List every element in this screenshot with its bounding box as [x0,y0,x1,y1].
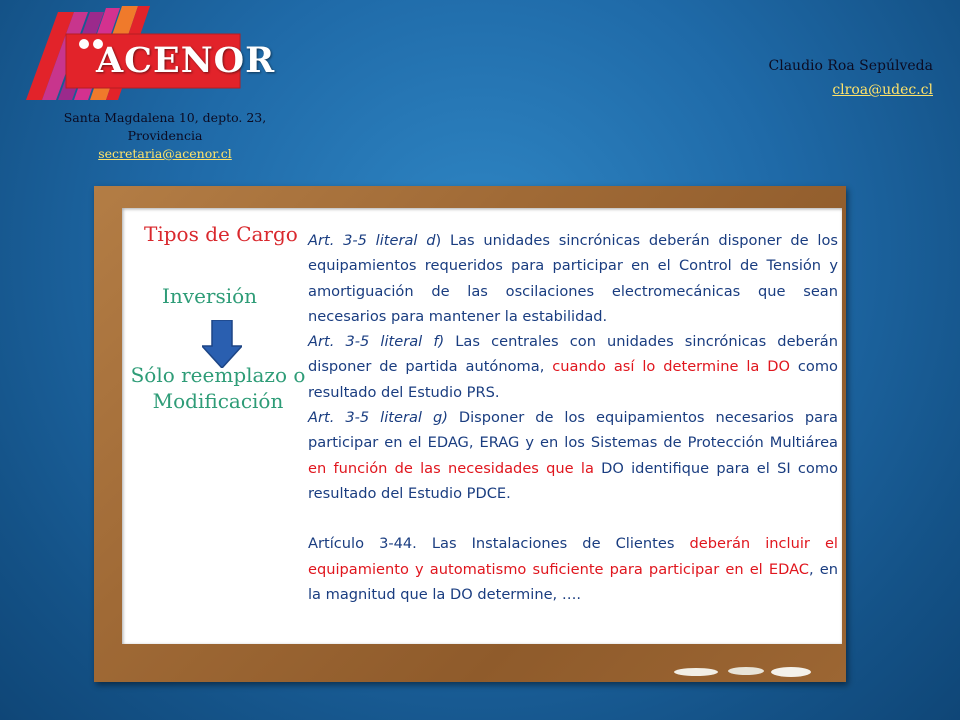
highlight-text: deberán incluir el equipamiento y automatismo suficiente para participar en el EDAC [308,535,838,578]
section-subtitle: Inversión [162,284,258,308]
acenor-logo [18,4,276,104]
section-title: Tipos de Cargo [144,222,298,246]
left-column [122,208,312,644]
replacement-note: Sólo reemplazo o Modificación [130,363,306,413]
highlight-text: cuando así lo determine la DO [552,358,790,376]
contact-name: Claudio Roa Sepúlveda [768,58,933,74]
highlight-text: en función de las necesidades que la [308,459,594,477]
regulation-text [308,228,838,607]
article-label: Art. 3-5 literal g) [308,409,448,427]
logo-text: ACENOR [96,40,276,81]
contact-block [769,54,933,102]
paragraph-art-3-44: Artículo 3-44. Las Instalaciones de Clientes deberán incluir el equipamiento y automatismo suficiente para participar en el EDAC, en la magnitud que la DO determine, …. [308,535,838,603]
contact-email-link[interactable]: clroa@udec.cl [832,82,933,98]
paragraph-art-3-5-g: Art. 3-5 literal g) Disponer de los equipamientos necesarios para participar en el EDAG, ERAG y en los Sistemas de Protección Multiárea en función de las necesidades que la DO identifique para el SI como resultado del Estudio PDCE. [308,409,838,502]
chalk-pieces-icon [666,662,816,678]
chalkboard-frame [94,186,846,682]
address-email-link[interactable]: secretaria@acenor.cl [98,146,232,161]
paragraph-art-3-5-d: Art. 3-5 literal d) Las unidades sincrónicas deberán disponer de los equipamientos requeridos para participar en el Control de Tensión y amortiguación de las oscilaciones electromecánicas que sean necesarios para mantener la estabilidad. [308,232,839,325]
address-line: Santa Magdalena 10, depto. 23, Providencia [63,110,267,143]
article-label: Art. 3-5 literal d [308,232,436,249]
paragraph-art-3-5-f: Art. 3-5 literal f) Las centrales con unidades sincrónicas deberán disponer de partida autónoma, cuando así lo determine la DO como resultado del Estudio PRS. [308,333,838,401]
article-label: Art. 3-5 literal f) [308,333,445,351]
address-block [40,109,290,163]
board-surface [122,208,842,644]
